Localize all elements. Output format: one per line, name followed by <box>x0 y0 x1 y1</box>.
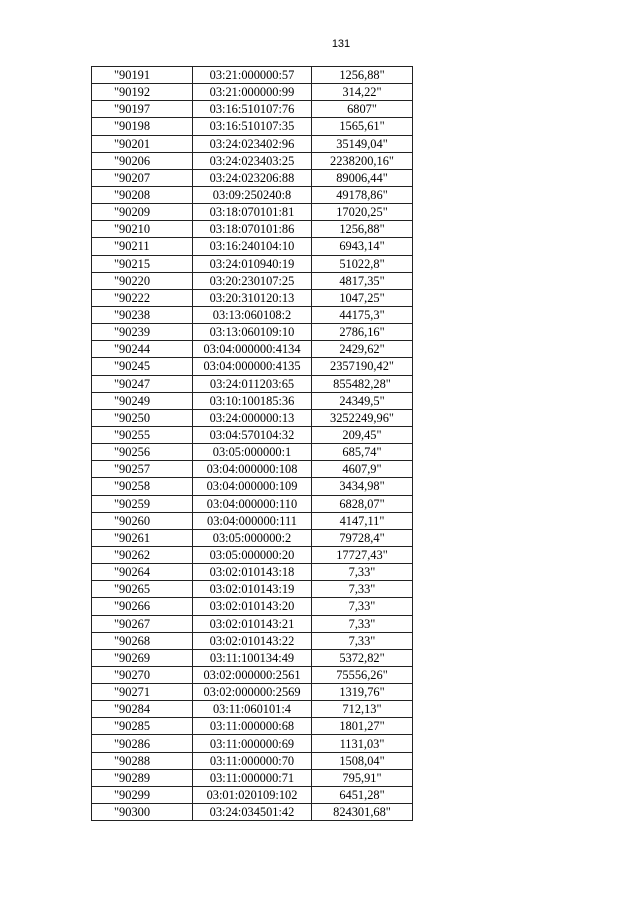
cadastral-number-cell: 03:11:000000:69 <box>193 735 312 752</box>
table-row <box>92 512 413 529</box>
table-row <box>92 289 413 306</box>
data-table <box>91 66 413 821</box>
table-row <box>92 358 413 375</box>
record-number-cell: "90249 <box>92 392 193 409</box>
record-number-cell: "90284 <box>92 701 193 718</box>
cadastral-number-cell: 03:11:000000:68 <box>193 718 312 735</box>
table-row <box>92 598 413 615</box>
table-row <box>92 564 413 581</box>
table-row <box>92 615 413 632</box>
cadastral-number-cell: 03:02:000000:2569 <box>193 684 312 701</box>
record-number-cell: "90220 <box>92 272 193 289</box>
record-number-cell: "90299 <box>92 786 193 803</box>
table-row <box>92 684 413 701</box>
record-number-cell: "90269 <box>92 649 193 666</box>
table-row <box>92 204 413 221</box>
value-cell: 1801,27" <box>312 718 413 735</box>
record-number-cell: "90192 <box>92 84 193 101</box>
table-row <box>92 255 413 272</box>
cadastral-number-cell: 03:24:034501:42 <box>193 804 312 821</box>
cadastral-number-cell: 03:18:070101:81 <box>193 204 312 221</box>
record-number-cell: "90267 <box>92 615 193 632</box>
table-row <box>92 701 413 718</box>
table-row <box>92 735 413 752</box>
cadastral-number-cell: 03:16:510107:35 <box>193 118 312 135</box>
record-number-cell: "90259 <box>92 495 193 512</box>
cadastral-number-cell: 03:11:000000:71 <box>193 769 312 786</box>
record-number-cell: "90261 <box>92 529 193 546</box>
record-number-cell: "90271 <box>92 684 193 701</box>
value-cell: 824301,68" <box>312 804 413 821</box>
cadastral-number-cell: 03:02:010143:19 <box>193 581 312 598</box>
record-number-cell: "90288 <box>92 752 193 769</box>
table-row <box>92 67 413 84</box>
table-row <box>92 444 413 461</box>
cadastral-number-cell: 03:04:000000:111 <box>193 512 312 529</box>
value-cell: 7,33" <box>312 564 413 581</box>
cadastral-number-cell: 03:04:000000:110 <box>193 495 312 512</box>
table-row <box>92 101 413 118</box>
value-cell: 51022,8" <box>312 255 413 272</box>
table-body <box>92 67 413 821</box>
cadastral-number-cell: 03:18:070101:86 <box>193 221 312 238</box>
record-number-cell: "90198 <box>92 118 193 135</box>
cadastral-number-cell: 03:20:310120:13 <box>193 289 312 306</box>
cadastral-number-cell: 03:24:023402:96 <box>193 135 312 152</box>
value-cell: 1047,25" <box>312 289 413 306</box>
cadastral-number-cell: 03:11:000000:70 <box>193 752 312 769</box>
table-row <box>92 752 413 769</box>
cadastral-number-cell: 03:04:000000:108 <box>193 461 312 478</box>
cadastral-number-cell: 03:04:000000:109 <box>193 478 312 495</box>
table-row <box>92 581 413 598</box>
value-cell: 2238200,16" <box>312 152 413 169</box>
page-number: 131 <box>331 38 351 50</box>
record-number-cell: "90211 <box>92 238 193 255</box>
record-number-cell: "90255 <box>92 426 193 443</box>
value-cell: 1256,88" <box>312 67 413 84</box>
record-number-cell: "90222 <box>92 289 193 306</box>
cadastral-number-cell: 03:02:000000:2561 <box>193 666 312 683</box>
table-row <box>92 118 413 135</box>
cadastral-number-cell: 03:20:230107:25 <box>193 272 312 289</box>
cadastral-number-cell: 03:05:000000:1 <box>193 444 312 461</box>
record-number-cell: "90265 <box>92 581 193 598</box>
value-cell: 6451,28" <box>312 786 413 803</box>
table-row <box>92 324 413 341</box>
value-cell: 6943,14" <box>312 238 413 255</box>
cadastral-number-cell: 03:21:000000:99 <box>193 84 312 101</box>
record-number-cell: "90238 <box>92 306 193 323</box>
value-cell: 79728,4" <box>312 529 413 546</box>
cadastral-number-cell: 03:11:100134:49 <box>193 649 312 666</box>
cadastral-number-cell: 03:24:011203:65 <box>193 375 312 392</box>
table-row <box>92 409 413 426</box>
record-number-cell: "90286 <box>92 735 193 752</box>
table-row <box>92 804 413 821</box>
value-cell: 2429,62" <box>312 341 413 358</box>
value-cell: 712,13" <box>312 701 413 718</box>
record-number-cell: "90210 <box>92 221 193 238</box>
table-row <box>92 666 413 683</box>
table-row <box>92 786 413 803</box>
cadastral-number-cell: 03:21:000000:57 <box>193 67 312 84</box>
cadastral-number-cell: 03:05:000000:2 <box>193 529 312 546</box>
record-number-cell: "90262 <box>92 546 193 563</box>
value-cell: 1319,76" <box>312 684 413 701</box>
table-row <box>92 186 413 203</box>
table-row <box>92 221 413 238</box>
record-number-cell: "90207 <box>92 169 193 186</box>
value-cell: 7,33" <box>312 632 413 649</box>
value-cell: 17727,43" <box>312 546 413 563</box>
cadastral-number-cell: 03:01:020109:102 <box>193 786 312 803</box>
value-cell: 314,22" <box>312 84 413 101</box>
record-number-cell: "90239 <box>92 324 193 341</box>
table-row <box>92 718 413 735</box>
record-number-cell: "90260 <box>92 512 193 529</box>
value-cell: 6828,07" <box>312 495 413 512</box>
value-cell: 2357190,42" <box>312 358 413 375</box>
table-row <box>92 341 413 358</box>
value-cell: 1131,03" <box>312 735 413 752</box>
table-row <box>92 632 413 649</box>
record-number-cell: "90245 <box>92 358 193 375</box>
value-cell: 5372,82" <box>312 649 413 666</box>
table-row <box>92 478 413 495</box>
cadastral-number-cell: 03:16:510107:76 <box>193 101 312 118</box>
cadastral-number-cell: 03:05:000000:20 <box>193 546 312 563</box>
table-row <box>92 152 413 169</box>
value-cell: 7,33" <box>312 581 413 598</box>
cadastral-number-cell: 03:02:010143:22 <box>193 632 312 649</box>
value-cell: 1256,88" <box>312 221 413 238</box>
table-row <box>92 546 413 563</box>
table-row <box>92 392 413 409</box>
cadastral-number-cell: 03:24:000000:13 <box>193 409 312 426</box>
cadastral-number-cell: 03:02:010143:18 <box>193 564 312 581</box>
record-number-cell: "90289 <box>92 769 193 786</box>
record-number-cell: "90258 <box>92 478 193 495</box>
value-cell: 89006,44" <box>312 169 413 186</box>
record-number-cell: "90244 <box>92 341 193 358</box>
table-row <box>92 375 413 392</box>
value-cell: 2786,16" <box>312 324 413 341</box>
cadastral-number-cell: 03:09:250240:8 <box>193 186 312 203</box>
record-number-cell: "90285 <box>92 718 193 735</box>
value-cell: 209,45" <box>312 426 413 443</box>
table-row <box>92 461 413 478</box>
cadastral-number-cell: 03:16:240104:10 <box>193 238 312 255</box>
value-cell: 4607,9" <box>312 461 413 478</box>
cadastral-number-cell: 03:10:100185:36 <box>193 392 312 409</box>
record-number-cell: "90250 <box>92 409 193 426</box>
cadastral-number-cell: 03:04:000000:4134 <box>193 341 312 358</box>
record-number-cell: "90191 <box>92 67 193 84</box>
table-row <box>92 495 413 512</box>
record-number-cell: "90266 <box>92 598 193 615</box>
value-cell: 49178,86" <box>312 186 413 203</box>
table-row <box>92 649 413 666</box>
cadastral-number-cell: 03:02:010143:21 <box>193 615 312 632</box>
record-number-cell: "90256 <box>92 444 193 461</box>
value-cell: 3434,98" <box>312 478 413 495</box>
table-row <box>92 272 413 289</box>
record-number-cell: "90215 <box>92 255 193 272</box>
value-cell: 7,33" <box>312 615 413 632</box>
table-row <box>92 529 413 546</box>
table-row <box>92 84 413 101</box>
value-cell: 685,74" <box>312 444 413 461</box>
table-row <box>92 769 413 786</box>
record-number-cell: "90201 <box>92 135 193 152</box>
cadastral-number-cell: 03:24:010940:19 <box>193 255 312 272</box>
value-cell: 6807" <box>312 101 413 118</box>
table-row <box>92 238 413 255</box>
record-number-cell: "90257 <box>92 461 193 478</box>
value-cell: 1565,61" <box>312 118 413 135</box>
cadastral-number-cell: 03:13:060108:2 <box>193 306 312 323</box>
table-row <box>92 306 413 323</box>
value-cell: 7,33" <box>312 598 413 615</box>
cadastral-number-cell: 03:04:000000:4135 <box>193 358 312 375</box>
table-row <box>92 135 413 152</box>
cadastral-number-cell: 03:13:060109:10 <box>193 324 312 341</box>
value-cell: 3252249,96" <box>312 409 413 426</box>
value-cell: 795,91" <box>312 769 413 786</box>
record-number-cell: "90209 <box>92 204 193 221</box>
value-cell: 4817,35" <box>312 272 413 289</box>
cadastral-number-cell: 03:24:023206:88 <box>193 169 312 186</box>
record-number-cell: "90208 <box>92 186 193 203</box>
value-cell: 75556,26" <box>312 666 413 683</box>
cadastral-number-cell: 03:11:060101:4 <box>193 701 312 718</box>
record-number-cell: "90197 <box>92 101 193 118</box>
value-cell: 855482,28" <box>312 375 413 392</box>
record-number-cell: "90300 <box>92 804 193 821</box>
record-number-cell: "90268 <box>92 632 193 649</box>
cadastral-number-cell: 03:24:023403:25 <box>193 152 312 169</box>
value-cell: 1508,04" <box>312 752 413 769</box>
value-cell: 17020,25" <box>312 204 413 221</box>
record-number-cell: "90264 <box>92 564 193 581</box>
value-cell: 44175,3" <box>312 306 413 323</box>
value-cell: 24349,5" <box>312 392 413 409</box>
cadastral-number-cell: 03:04:570104:32 <box>193 426 312 443</box>
table-row <box>92 426 413 443</box>
value-cell: 4147,11" <box>312 512 413 529</box>
value-cell: 35149,04" <box>312 135 413 152</box>
record-number-cell: "90247 <box>92 375 193 392</box>
table-row <box>92 169 413 186</box>
cadastral-number-cell: 03:02:010143:20 <box>193 598 312 615</box>
record-number-cell: "90270 <box>92 666 193 683</box>
record-number-cell: "90206 <box>92 152 193 169</box>
